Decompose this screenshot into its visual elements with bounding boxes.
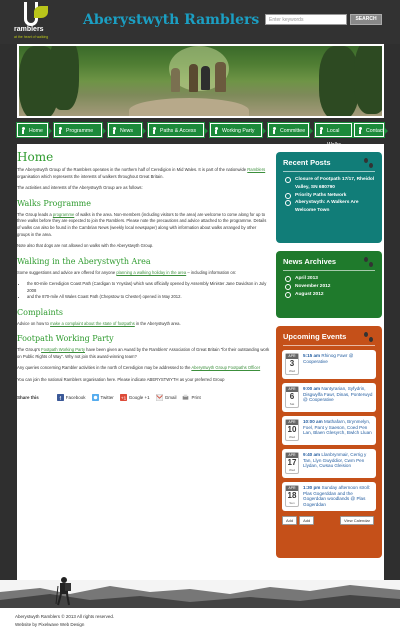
- walker-figure: [189, 64, 198, 92]
- walking-holiday-link[interactable]: planning a walking holiday in the area: [116, 269, 187, 275]
- walker-figure: [215, 62, 226, 92]
- footer-credit[interactable]: Website by Pixelwave Web Design: [15, 622, 85, 627]
- section-heading-programme: Walks Programme: [17, 198, 91, 208]
- event-title: Sunday afternoon stroll: Plas Gogerddan and the Gogerddan woodlands @ Plas Gogerddan: [303, 485, 371, 507]
- nav-committee[interactable]: [268, 123, 309, 137]
- site-title[interactable]: Aberystwyth Ramblers: [83, 12, 260, 28]
- divider: [283, 270, 375, 271]
- walker-icon: [358, 127, 363, 134]
- nav-local-walks[interactable]: [315, 123, 352, 137]
- event-text: [303, 485, 373, 508]
- tree-shape: [354, 44, 384, 114]
- share-text: Google +1: [128, 394, 150, 400]
- search-input[interactable]: Enter keywords: [265, 14, 347, 25]
- share-text: Twitter: [100, 394, 114, 400]
- activities-paragraph: The activities and interests of the Aberystwyth Group are as follows:: [17, 185, 143, 191]
- twitter-icon: [92, 394, 99, 401]
- footer-copyright: Aberystwyth Ramblers © 2013 All rights reserved.: [15, 614, 115, 619]
- text: have been given an Award by the Ramblers' Association of Great Britain "for their outstanding work on Public Rights of Way". Why not join this award-winning team?: [17, 347, 270, 359]
- cal-day: 6: [289, 392, 295, 401]
- post-title: Closure of Footpath 17/17, Rheidol Valley, SN 680790: [295, 177, 375, 190]
- bullet-icon: [285, 200, 291, 206]
- cal-weekday: Wed: [288, 468, 296, 472]
- calendar-date-icon: [285, 419, 299, 441]
- nav-label: Committee: [280, 128, 306, 134]
- recent-post-item[interactable]: [276, 192, 382, 200]
- share-label: Share this: [17, 394, 39, 400]
- tree-shape: [49, 44, 79, 110]
- event-time: 9:40 am: [303, 452, 321, 457]
- share-text: Facebook: [65, 394, 86, 400]
- footprint-icon: [364, 158, 374, 170]
- panel-title: News Archives: [283, 257, 337, 266]
- archive-item[interactable]: [276, 275, 382, 283]
- complaints-paragraph: [17, 321, 270, 328]
- news-archives-panel: [276, 251, 382, 318]
- share-bar: [17, 394, 270, 401]
- archive-month: August 2012: [295, 291, 324, 297]
- nav-label: Local: [327, 128, 340, 134]
- cal-weekday: Wed: [288, 435, 296, 439]
- event-item[interactable]: [282, 416, 376, 445]
- bullet-icon: [285, 292, 291, 298]
- ramblers-logo[interactable]: [14, 2, 64, 42]
- recent-posts-panel: [276, 152, 382, 243]
- event-item[interactable]: [282, 383, 376, 412]
- post-title: Aberystwyth: A Walkers Are Welcome Town: [295, 200, 359, 214]
- upcoming-events-panel: [276, 326, 382, 558]
- list-item: • the 60-mile Ceredigion Coast Path (Cardigan to Ynyslas) which was officially opened by Assembly Minister Jane Davidson in July 2008: [27, 281, 270, 294]
- panel-title: Upcoming Events: [283, 332, 347, 341]
- add-ical-button[interactable]: Add: [299, 516, 314, 525]
- text: The Group's: [17, 347, 42, 353]
- text: Some suggestions and advice are offered for anyone: [17, 269, 117, 275]
- text: organisation which represents the interests of walkers throughout Great Britain.: [17, 173, 164, 179]
- nav-label: Paths & Access: [160, 128, 197, 134]
- event-title: Llanbrynmair, Cerrig y Tan, Llyn Gwyddior, Cwm Pen Llydan, Cwsau Gleision: [303, 452, 367, 469]
- queries-paragraph: [17, 365, 270, 372]
- calendar-date-icon: [285, 386, 299, 408]
- walker-icon: [112, 127, 117, 134]
- event-text: [303, 452, 373, 475]
- walker-figure: [201, 66, 210, 90]
- nav-label: Contact: [366, 128, 384, 134]
- coast-path-list: [27, 281, 270, 300]
- nav-label: Home: [29, 128, 43, 134]
- footpath-working-party-link[interactable]: Footpath Working Party: [41, 347, 85, 353]
- event-time: 9:00 am: [303, 386, 321, 391]
- share-google-button[interactable]: [120, 394, 150, 401]
- programme-paragraph: [17, 212, 270, 238]
- facebook-icon: [57, 394, 64, 401]
- cal-month: APR: [286, 453, 298, 458]
- archive-month: April 2013: [295, 276, 318, 281]
- footprint-icon: [364, 257, 374, 269]
- add-buttons: [282, 516, 316, 525]
- view-calendar-button[interactable]: View Calendar: [340, 516, 374, 525]
- nav-programme[interactable]: [54, 123, 102, 137]
- recent-post-item[interactable]: [276, 199, 382, 215]
- cal-month: APR: [286, 420, 298, 425]
- divider: [283, 345, 375, 346]
- recent-post-item[interactable]: [276, 176, 382, 192]
- footpaths-officer-link[interactable]: Aberystwyth Group Footpaths Officer: [191, 365, 261, 371]
- footpath-paragraph: [17, 347, 270, 360]
- calendar-date-icon: [285, 353, 299, 375]
- section-heading-complaints: Complaints: [17, 307, 64, 317]
- walker-icon: [152, 127, 157, 134]
- walker-icon: [319, 127, 324, 134]
- nav-home[interactable]: [17, 123, 48, 137]
- panel-title: Recent Posts: [283, 158, 331, 167]
- svg-text:f: f: [59, 395, 61, 401]
- event-time: 10:00 am: [303, 419, 323, 424]
- event-item[interactable]: [282, 350, 376, 379]
- walking-paragraph: [17, 270, 270, 277]
- text: of walks in the area. Non-members (including visitors to the area) are welcome to come along for up to three walks before they are expected to join the Ramblers. Please note the precautions and advice attached to the programme. Details of walks can also be found in the Cambrian News (weekly local newspaper) along with information about walks arranged by other groups in the area.: [17, 211, 267, 237]
- calendar-date-icon: [285, 452, 299, 474]
- list-item: • and the 870-mile All Wales Coast Path (Chepstow to Chester) opened in May 2012.: [27, 294, 270, 300]
- bullet-icon: [285, 276, 291, 282]
- section-heading-footpath: Footpath Working Party: [17, 334, 114, 344]
- nav-label: Programme: [66, 128, 94, 134]
- share-facebook-button[interactable]: [57, 394, 86, 401]
- cal-weekday: Wed: [288, 369, 296, 373]
- event-title: Rhinog Fawr @ Cooperative: [303, 353, 354, 364]
- divider: [283, 171, 375, 172]
- join-paragraph: You can join the national Ramblers organisation here. Please indicate ABERYSTWYTH as your preferred Group: [17, 376, 225, 382]
- text: Advice on how to: [17, 320, 51, 326]
- nav-contact[interactable]: [354, 123, 384, 137]
- cal-weekday: Sun: [289, 501, 295, 505]
- event-item[interactable]: [282, 449, 376, 478]
- event-title: Mathafarn, Brynmelyn, Foel, Pant y Saeson, Coed Pen Lan, Blaen Glesyrch, Bwlch Lluan: [303, 419, 372, 436]
- walker-icon: [21, 127, 26, 134]
- event-text: [303, 419, 373, 442]
- logo-text: ramblers: [14, 26, 44, 33]
- logo-leaf-icon: [34, 6, 48, 18]
- text: The Group leads a: [17, 211, 53, 217]
- nav-label: Working Party: [222, 128, 255, 134]
- walker-figure: [171, 68, 180, 92]
- post-title: Priority Paths Network: [295, 192, 347, 198]
- complaint-link[interactable]: make a complaint about the state of footpaths: [50, 320, 135, 326]
- cal-day: 3: [289, 359, 295, 368]
- bullet-icon: [285, 193, 291, 199]
- hero-image: [17, 44, 384, 118]
- event-time: 1:30 pm: [303, 485, 321, 490]
- logo-tagline: at the heart of walking: [14, 35, 49, 39]
- event-text: [303, 386, 373, 409]
- text: The Aberystwyth Group of the Ramblers operates in the northern half of Ceredigion in Mid Wales. It is part of the nationwide: [17, 167, 248, 172]
- nav-working-party[interactable]: [210, 123, 262, 137]
- cal-day: 18: [287, 491, 297, 500]
- google-plus-icon: [120, 394, 127, 401]
- share-print-button[interactable]: [182, 394, 200, 401]
- event-item[interactable]: [282, 482, 376, 511]
- nav-paths-access[interactable]: [148, 123, 204, 137]
- site-header: [0, 0, 400, 44]
- nav-news[interactable]: [108, 123, 142, 137]
- print-icon: [182, 394, 189, 401]
- svg-text:+1: +1: [120, 396, 127, 401]
- search-button[interactable]: SEARCH: [350, 14, 382, 25]
- share-twitter-button[interactable]: [92, 394, 114, 401]
- footprint-icon: [364, 332, 374, 344]
- tree-shape: [319, 46, 359, 118]
- text: in the Aberystwyth area.: [134, 320, 181, 326]
- main-content: [17, 150, 270, 401]
- calendar-date-icon: [285, 485, 299, 507]
- programme-link[interactable]: programme: [52, 211, 75, 217]
- archive-month: November 2012: [295, 283, 331, 289]
- page-title: Home: [17, 150, 54, 164]
- add-button[interactable]: Add: [282, 516, 297, 525]
- archive-item[interactable]: [276, 291, 382, 299]
- cal-month: APR: [286, 486, 298, 491]
- events-footer: [276, 515, 382, 526]
- text: – including information on:: [186, 269, 237, 275]
- path-shape: [129, 98, 249, 118]
- share-text: Print: [191, 394, 201, 400]
- event-title: Nantyrarian, Syfydrin, Disgwylfa Fawr, Dinas, Ponterwyd @ Cooperative: [303, 386, 373, 403]
- cal-day: 10: [287, 425, 297, 434]
- gmail-icon: [156, 394, 163, 401]
- bullet-icon: [285, 284, 291, 290]
- cal-weekday: Sat: [289, 402, 295, 406]
- walker-icon: [272, 127, 277, 134]
- ramblers-link[interactable]: Ramblers: [247, 167, 266, 172]
- share-gmail-button[interactable]: [156, 394, 177, 401]
- share-text: Gmail: [164, 394, 177, 400]
- walker-icon: [58, 127, 63, 134]
- section-heading-walking: Walking in the Aberystwyth Area: [17, 256, 151, 266]
- main-nav: [17, 123, 384, 138]
- cal-month: APR: [286, 387, 298, 392]
- hiker-silhouette-icon: [55, 576, 73, 606]
- cal-month: APR: [286, 354, 298, 359]
- text: Any queries concerning Rambler activities in the north of Ceredigion may be addressed to the: [17, 365, 192, 371]
- cal-day: 17: [287, 458, 297, 467]
- walker-icon: [214, 127, 219, 134]
- event-time: 5:15 am: [303, 353, 321, 358]
- intro-paragraph: [17, 167, 270, 180]
- bullet-icon: [285, 177, 291, 183]
- nav-label: News: [120, 128, 133, 134]
- event-text: [303, 353, 373, 376]
- dogs-paragraph: Note also that dogs are not allowed on walks with the Aberystwyth Group.: [17, 243, 154, 249]
- archive-item[interactable]: [276, 283, 382, 291]
